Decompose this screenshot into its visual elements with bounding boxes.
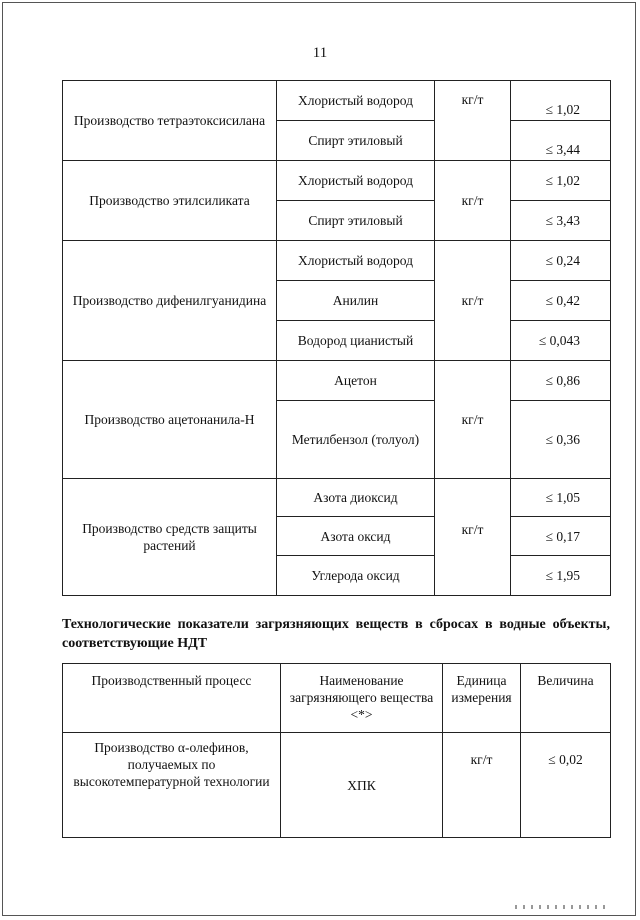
substance-cell: Анилин	[277, 281, 435, 321]
value-cell: ≤ 0,42	[511, 281, 611, 321]
unit-cell: кг/т	[435, 81, 511, 161]
unit-cell: кг/т	[435, 361, 511, 479]
substance-cell: Углерода оксид	[277, 556, 435, 596]
value-cell: ≤ 1,02	[511, 81, 611, 121]
process-cell: Производство этилсиликата	[63, 161, 277, 241]
emissions-table	[62, 80, 611, 596]
unit-cell: кг/т	[435, 241, 511, 361]
substance-cell: Азота диоксид	[277, 479, 435, 517]
unit-cell: кг/т	[435, 161, 511, 241]
table-row	[63, 241, 611, 281]
page-number: 11	[312, 45, 328, 61]
value-cell: ≤ 0,86	[511, 361, 611, 401]
substance-cell: Хлористый водород	[277, 241, 435, 281]
header-process: Производственный процесс	[63, 664, 281, 733]
table-row	[63, 161, 611, 201]
discharge-table	[62, 663, 611, 838]
value-cell: ≤ 3,43	[511, 201, 611, 241]
value-cell: ≤ 1,95	[511, 556, 611, 596]
substance-cell: Водород цианистый	[277, 321, 435, 361]
process-cell: Производство ацетонанила-Н	[63, 361, 277, 479]
table-row	[63, 479, 611, 517]
substance-cell: Метилбензол (толуол)	[277, 401, 435, 479]
value-cell: ≤ 0,043	[511, 321, 611, 361]
substance-cell: Хлористый водород	[277, 81, 435, 121]
process-cell: Производство α-олефинов, получаемых по высокотемпературной технологии	[63, 733, 281, 838]
value-cell: ≤ 3,44	[511, 121, 611, 161]
process-cell: Производство средств защиты растений	[63, 479, 277, 596]
scan-artifact	[515, 905, 605, 909]
header-substance: Наименование загрязняющего вещества <*>	[281, 664, 443, 733]
header-unit: Единица измерения	[443, 664, 521, 733]
table-row	[63, 81, 611, 121]
process-cell: Производство дифенилгуанидина	[63, 241, 277, 361]
section-heading: Технологические показатели загрязняющих веществ в сбросах в водные объекты, соответствующие НДТ	[62, 617, 610, 651]
header-value: Величина	[521, 664, 611, 733]
substance-cell: Хлористый водород	[277, 161, 435, 201]
substance-cell: Азота оксид	[277, 517, 435, 556]
unit-cell: кг/т	[443, 733, 521, 838]
value-cell: ≤ 0,24	[511, 241, 611, 281]
value-cell: ≤ 1,05	[511, 479, 611, 517]
substance-cell: Ацетон	[277, 361, 435, 401]
table-row	[63, 361, 611, 401]
substance-cell: ХПК	[281, 733, 443, 838]
table-row	[63, 733, 611, 838]
value-cell: ≤ 0,36	[511, 401, 611, 479]
substance-cell: Спирт этиловый	[277, 121, 435, 161]
value-cell: ≤ 0,17	[511, 517, 611, 556]
substance-cell: Спирт этиловый	[277, 201, 435, 241]
table-header-row	[63, 664, 611, 733]
value-cell: ≤ 0,02	[521, 733, 611, 838]
process-cell: Производство тетраэтоксисилана	[63, 81, 277, 161]
unit-cell: кг/т	[435, 479, 511, 596]
value-cell: ≤ 1,02	[511, 161, 611, 201]
